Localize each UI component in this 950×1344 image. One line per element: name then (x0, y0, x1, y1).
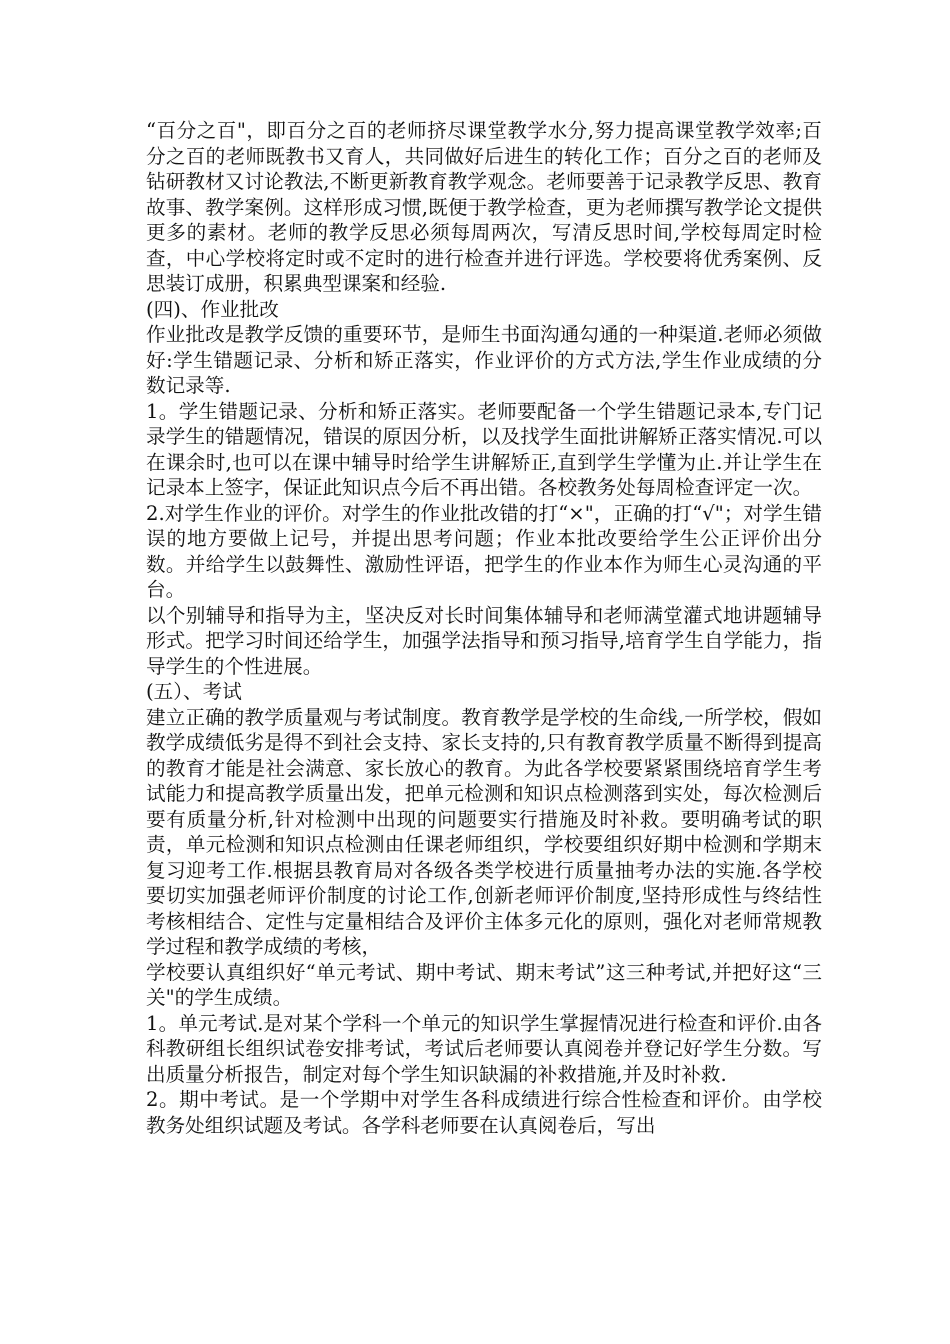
paragraph-homework-overview: 作业批改是教学反馈的重要环节，是师生书面沟通勾通的一种渠道.老师必须做好:学生错题记录、分析和矫正落实，作业评价的方式方法,学生作业成绩的分数记录等. (146, 323, 822, 397)
paragraph-quality-and-exams: 建立正确的教学质量观与考试制度。教育教学是学校的生命线,一所学校，假如教学成绩低劣是得不到社会支持、家长支持的,只有教育教学质量不断得到提高的教育才能是社会满意、家长放心的教育。为此各学校要紧紧围绕培育学生考试能力和提高教学质量出发，把单元检测和知识点检测落到实处，每次检测后要有质量分析,针对检测中出现的问题要实行措施及时补救。要明确考试的职责，单元检测和知识点检测由任课老师组织，学校要组织好期中检测和学期末复习迎考工作.根据县教育局对各级各类学校进行质量抽考办法的实施.各学校要切实加强老师评价制度的讨论工作,创新老师评价制度,坚持形成性与终结性考核相结合、定性与定量相结合及评价主体多元化的原则，强化对老师常规教学过程和教学成绩的考核， (146, 705, 822, 958)
section-heading-homework: (四)、作业批改 (146, 297, 279, 321)
document-body (146, 118, 822, 1138)
paragraph-error-records: 1。学生错题记录、分析和矫正落实。老师要配备一个学生错题记录本,专门记录学生的错题情况，错误的原因分析，以及找学生面批讲解矫正落实情况.可以在课余时,也可以在课中辅导时给学生讲解矫正,直到学生学懂为止.并让学生在记录本上签字，保证此知识点今后不再出错。各校教务处每周检查评定一次。 (146, 399, 822, 499)
paragraph-individual-guidance: 以个别辅导和指导为主，坚决反对长时间集体辅导和老师满堂灌式地讲题辅导形式。把学习时间还给学生，加强学法指导和预习指导,培育学生自学能力，指导学生的个性进展。 (146, 603, 822, 678)
paragraph-intro: “百分之百"，即百分之百的老师挤尽课堂教学水分,努力提高课堂教学效率;百分之百的老师既教书又育人，共同做好后进生的转化工作；百分之百的老师及钻研教材又讨论教法,不断更新教育教学观念。老师要善于记录教学反思、教育故事、教学案例。这样形成习惯,既便于教学检查，更为老师撰写教学论文提供更多的素材。老师的教学反思必须每周两次，写清反思时间,学校每周定时检查，中心学校将定时或不定时的进行检查并进行评选。学校要将优秀案例、反思装订成册，积累典型课案和经验. (146, 119, 822, 295)
paragraph-midterm-exam: 2。期中考试。是一个学期中对学生各科成绩进行综合性检查和评价。由学校教务处组织试题及考试。各学科老师要在认真阅卷后，写出 (146, 1088, 822, 1137)
paragraph-homework-evaluation: 2.对学生作业的评价。对学生的作业批改错的打“×"，正确的打“√"；对学生错误的地方要做上记号，并提出思考问题；作业本批改要给学生公正评价出分数。并给学生以鼓舞性、激励性评语，把学生的作业本作为师生心灵沟通的平台。 (146, 501, 822, 601)
section-heading-exams: (五）、考试 (146, 680, 242, 703)
paragraph-unit-exam: 1。单元考试.是对某个学科一个单元的知识学生掌握情况进行检查和评价.由各科教研组长组织试卷安排考试，考试后老师要认真阅卷并登记好学生分数。写出质量分析报告，制定对每个学生知识缺漏的补救措施,并及时补救. (146, 1011, 822, 1086)
paragraph-three-exams: 学校要认真组织好“单元考试、期中考试、期末考试”这三种考试,并把好这“三关"的学生成绩。 (146, 960, 822, 1009)
